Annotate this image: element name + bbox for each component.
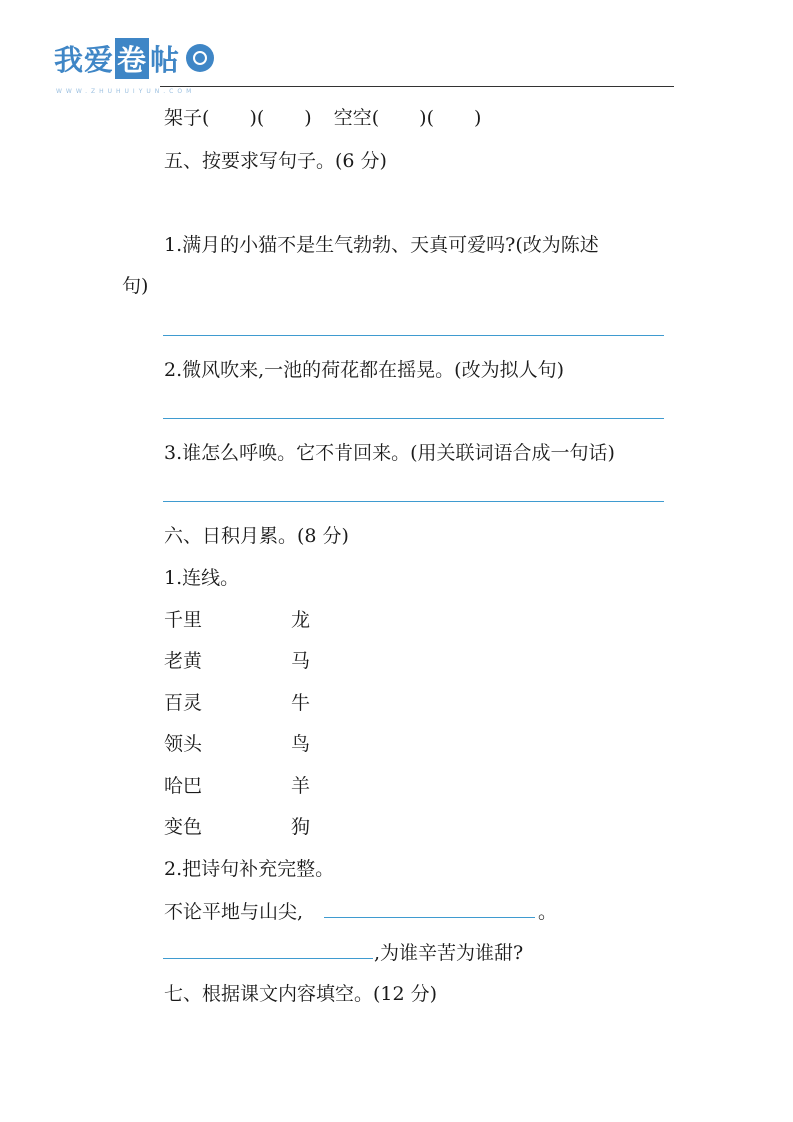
s5-q1-answer-line[interactable] xyxy=(163,335,664,336)
poem-line1-prefix: 不论平地与山尖, xyxy=(164,901,304,923)
match-left-item[interactable]: 领头 xyxy=(164,733,203,755)
logo-badge-icon xyxy=(186,44,214,72)
section7-heading: 七、根据课文内容填空。(12 分) xyxy=(164,983,438,1005)
match-right-item[interactable]: 龙 xyxy=(291,609,311,631)
match-left-item[interactable]: 变色 xyxy=(164,816,203,838)
match-left-item[interactable]: 哈巴 xyxy=(164,775,203,797)
poem-line1-blank[interactable] xyxy=(324,917,535,918)
s6-sub1: 1.连线。 xyxy=(164,567,240,589)
header-divider xyxy=(160,86,674,87)
match-right-item[interactable]: 狗 xyxy=(291,816,311,838)
s5-q1-text-cont: 句) xyxy=(122,275,149,297)
poem-line2-blank[interactable] xyxy=(163,958,373,959)
match-right-item[interactable]: 鸟 xyxy=(291,733,311,755)
match-left-item[interactable]: 千里 xyxy=(164,609,203,631)
section6-heading: 六、日积月累。(8 分) xyxy=(164,525,349,547)
s6-sub2: 2.把诗句补充完整。 xyxy=(164,858,335,880)
site-logo xyxy=(54,38,214,78)
s5-q2-answer-line[interactable] xyxy=(163,418,664,419)
s5-q3-text: 3.谁怎么呼唤。它不肯回来。(用关联词语合成一句话) xyxy=(164,442,615,464)
logo-text: 我爱 卷 帖 xyxy=(54,38,180,79)
match-left-item[interactable]: 老黄 xyxy=(164,650,203,672)
section5-heading: 五、按要求写句子。(6 分) xyxy=(164,150,387,172)
s5-q1-text: 1.满月的小猫不是生气勃勃、天真可爱吗?(改为陈述 xyxy=(164,234,599,256)
poem-line1-suffix: 。 xyxy=(538,901,558,923)
match-right-item[interactable]: 羊 xyxy=(291,775,311,797)
s5-q3-answer-line[interactable] xyxy=(163,501,664,502)
match-right-item[interactable]: 马 xyxy=(291,650,311,672)
logo-url: WWW.ZHUHUIYUN.COM xyxy=(56,88,196,95)
poem-line2-suffix: ,为谁辛苦为谁甜? xyxy=(374,942,524,964)
q4-tail-row: 架子( )( ) 空空( )( ) xyxy=(164,107,482,129)
s5-q2-text: 2.微风吹来,一池的荷花都在摇晃。(改为拟人句) xyxy=(164,359,564,381)
match-left-item[interactable]: 百灵 xyxy=(164,692,203,714)
match-right-item[interactable]: 牛 xyxy=(291,692,311,714)
